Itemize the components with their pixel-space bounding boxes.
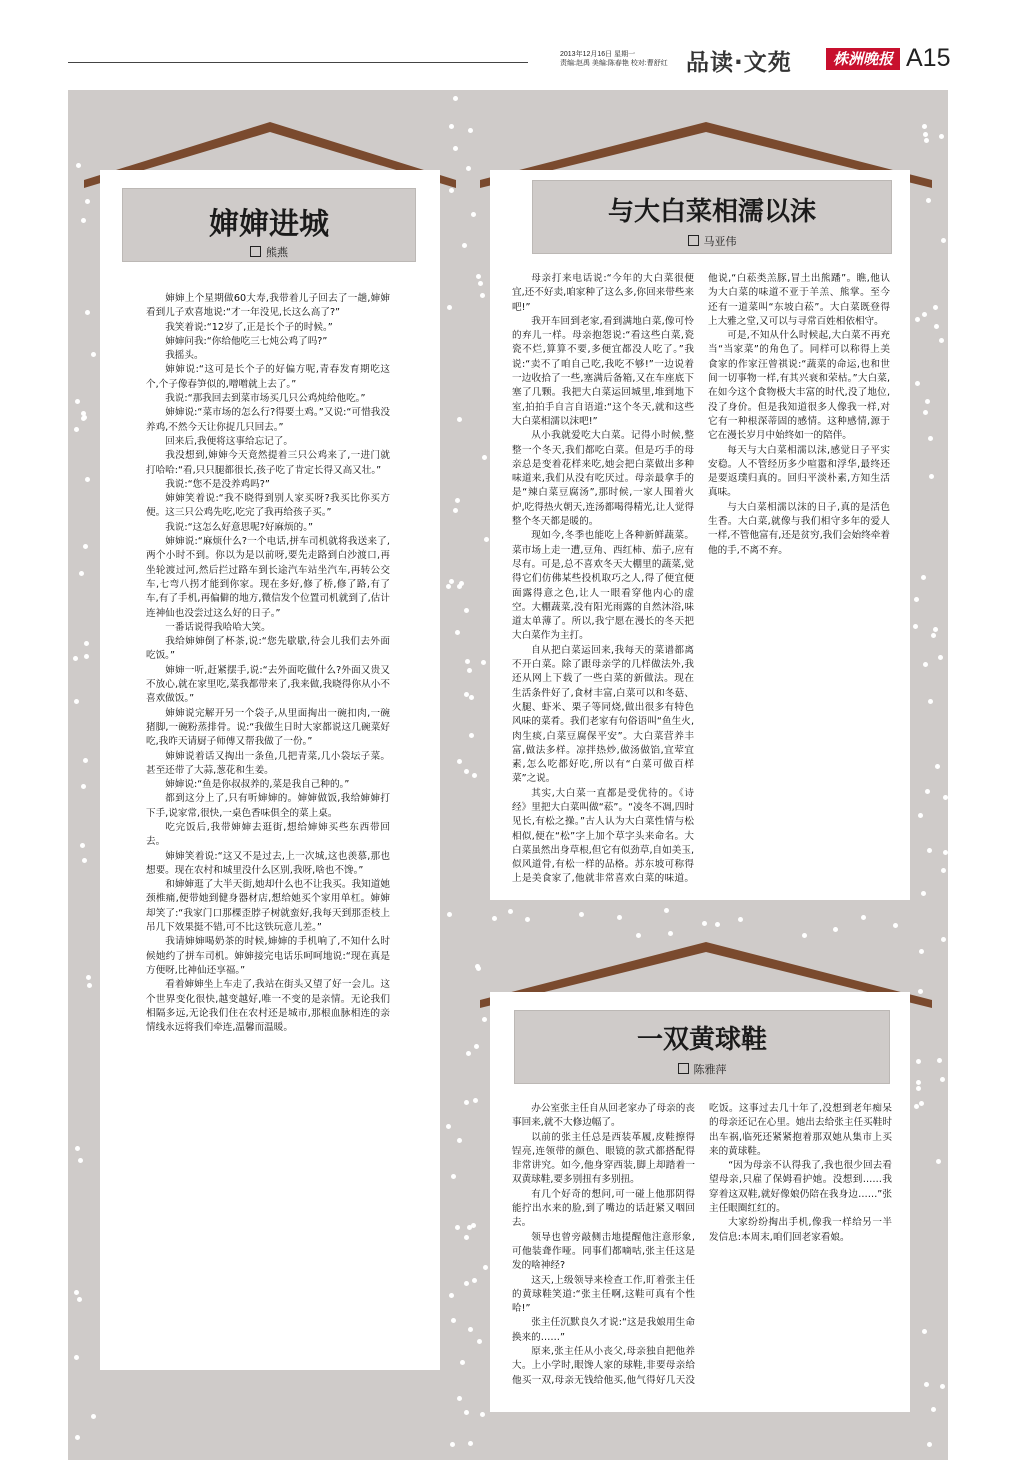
snowflake bbox=[81, 784, 86, 789]
article-paragraph: 每天与大白菜相濡以沫,感觉日子平实安稳。人不管经历多少喧嚣和浮华,最终还是要返璞归真的。回归平淡朴素,方知生活真味。 bbox=[708, 444, 890, 499]
article-body-1 bbox=[146, 292, 390, 1352]
article-paragraph: 我给婶婶倒了杯茶,说:“您先歇歇,待会儿我们去外面吃饭。” bbox=[146, 636, 390, 662]
article-paragraph: 吃完饭后,我带婶婶去逛街,想给婶婶买些东西带回去。 bbox=[146, 821, 390, 848]
snowflake bbox=[468, 1327, 473, 1332]
article-title-box-3 bbox=[514, 1010, 890, 1084]
article-paragraph: 有几个好奇的想问,可一碰上他那阴得能拧出水来的脸,到了嘴边的话赶紧又咽回去。 bbox=[512, 1188, 695, 1229]
issue-date: 2013年12月16日 星期一 bbox=[560, 51, 636, 58]
byline bbox=[533, 233, 891, 249]
article-paragraph: 我请婶婶喝奶茶的时候,婶婶的手机响了,不知什么时候她约了拼车司机。婶婶接完电话乐呵呵地说:“现在真是方便呀,比神仙还享福。” bbox=[146, 936, 390, 976]
snowflake bbox=[934, 324, 939, 329]
article-paragraph: 我说:“这怎么好意思呢?好麻烦的。” bbox=[165, 521, 313, 533]
snowflake bbox=[451, 1174, 456, 1179]
snowflake bbox=[931, 633, 936, 638]
article-title: 婶婶进城 bbox=[209, 207, 329, 242]
header-meta bbox=[560, 50, 680, 68]
snowflake bbox=[925, 399, 930, 404]
snowflake bbox=[478, 281, 483, 286]
snowflake bbox=[925, 789, 930, 794]
article-paragraph: 我摇头。 bbox=[165, 350, 204, 362]
article-paragraph: 婶婶说:“麻烦什么?一个电话,拼车司机就将我送来了,两个小时不到。你以为是以前呀,要先走路到白沙渡口,再坐轮渡过河,然后拦过路车到长途汽车站坐汽车,再转公交车,七弯八拐才能到你家。现在多好,修了桥,修了路,有了车,有了手机,再偏僻的地方,微信发个位置司机就到了,估计连神仙也没尝过这么好的日子。” bbox=[146, 536, 390, 619]
article-paragraph: 张主任沉默良久才说:“这是我娘用生命换来的……” bbox=[512, 1317, 695, 1343]
article-paragraph: 婶婶说:“鱼是你叔叔养的,菜是我自己种的。” bbox=[165, 779, 350, 791]
snowflake bbox=[464, 608, 469, 613]
snowflake bbox=[933, 305, 938, 310]
snowflake bbox=[87, 983, 92, 988]
article-paragraph: 与大白菜相濡以沫的日子,真的是活色生香。大白菜,就像与我们相守多年的爱人一样,不管他富有,还是贫穷,我们会始终牵着他的手,不离不弃。 bbox=[708, 501, 890, 556]
snowflake bbox=[617, 915, 622, 920]
snowflake bbox=[73, 656, 78, 661]
snowflake bbox=[447, 912, 452, 917]
snowflake bbox=[78, 1158, 83, 1163]
snowflake bbox=[446, 1124, 451, 1129]
snowflake bbox=[715, 922, 720, 927]
article-paragraph: 可是,不知从什么时候起,大白菜不再充当“当家菜”的角色了。同样可以称得上美食家的作家汪曾祺说:“蔬菜的命运,也和世间一切事物一样,有其兴衰和荣枯。”大白菜,在如今这个食物极大丰富的时代,没了地位,没了身价。但是我知道很多人像我一样,对它有一种根深蒂固的感情。这种感情,源于它在漫长岁月中始终如一的陪伴。 bbox=[708, 330, 890, 442]
snowflake bbox=[84, 654, 89, 659]
snowflake bbox=[922, 312, 927, 317]
snowflake bbox=[466, 166, 471, 171]
article-paragraph: 我没想到,婶婶今天竟然提着三只公鸡来了,一进门就打哈哈:“看,只只腿都很长,孩子吃了肯定长得又高又壮。” bbox=[146, 450, 390, 476]
snowflake bbox=[464, 1235, 469, 1240]
snowflake bbox=[464, 1100, 469, 1105]
article-paragraph: 婶婶说着话又掏出一条鱼,几把青菜,几小袋坛子菜。甚至还带了大蒜,葱花和生姜。 bbox=[146, 750, 390, 776]
snowflake bbox=[482, 455, 487, 460]
article-paragraph: 婶婶上个星期做60大寿,我带着儿子回去了一趟,婶婶看到儿子欢喜地说:“才一年没见,长这么高了?” bbox=[146, 293, 390, 319]
snowflake bbox=[91, 1414, 96, 1419]
snowflake bbox=[476, 274, 481, 279]
article-paragraph: 我笑着说:“12岁了,正是长个子的时候。” bbox=[165, 321, 333, 333]
byline-box-icon bbox=[688, 235, 699, 246]
snowflake bbox=[916, 1080, 921, 1085]
article-paragraph: 我说:“您不是没养鸡吗?” bbox=[165, 478, 270, 490]
author-name: 陈雅萍 bbox=[693, 1063, 727, 1076]
snowflake bbox=[937, 1058, 942, 1063]
snowflake bbox=[943, 795, 948, 800]
author-name: 熊燕 bbox=[266, 246, 288, 259]
snowflake bbox=[931, 1407, 936, 1412]
article-paragraph: 其实,大白菜一直都是受优待的。《诗经》里把大白菜叫做“菘”。“凌冬不凋,四时见长,有松之操。”古人认为大白菜性情与松相似,便在“松”字上加个草字头来命名。大白菜虽然出身草根,但它有似劲草,自如美玉,似风道骨,有松一样的品格。苏东坡可称得上是美食家了,他就非常喜欢白菜的味道。他说,“白菘类羔豚,冒土出熊蹯”。瞧,他认为大白菜的味道不亚于羊羔、熊掌。至今还有一道菜叫“东坡白菘”。大白菜既登得上大雅之堂,又可以与寻常百姓相依相守。 bbox=[512, 273, 890, 885]
article-paragraph: 婶婶说:“这可是长个子的好偏方呢,青春发育期吃这个,个子像春笋似的,噌噌就上去了。” bbox=[146, 364, 390, 390]
article-paragraph: 原来,张主任从小丧父,母亲独自把他养大。上小学时,眼馋人家的球鞋,非要母亲给他买一双,母亲无钱给他买,他气得好几天没吃饭。这事过去几十年了,没想到老年痴呆的母亲还记在心里。她出去给张主任买鞋时出车祸,临死还紧紧抱着那双她从集市上买来的黄球鞋。 bbox=[512, 1103, 892, 1386]
byline bbox=[123, 244, 415, 260]
article-body-3 bbox=[512, 1102, 892, 1398]
editor-credits: 责编:赵禹 美编:陈春艳 校对:曹舒红 bbox=[560, 60, 668, 67]
snowflake bbox=[450, 1442, 455, 1447]
article-paragraph: 都到这分上了,只有听婶婶的。婶婶做饭,我给婶婶打下手,说家常,很快,一桌色香味俱全的菜上桌。 bbox=[146, 793, 390, 819]
byline-box-icon bbox=[678, 1063, 689, 1074]
snowflake bbox=[914, 1104, 919, 1109]
snowflake bbox=[451, 1318, 456, 1323]
snowflake bbox=[924, 1382, 929, 1387]
snowflake bbox=[449, 579, 454, 584]
article-paragraph: 以前的张主任总是西装革履,皮鞋擦得锃亮,连领带的颜色、眼镜的款式都搭配得非常讲究。如今,他身穿西装,脚上却踏着一双黄球鞋,要多别扭有多别扭。 bbox=[512, 1131, 695, 1186]
snowflake bbox=[81, 218, 86, 223]
snowflake bbox=[941, 868, 946, 873]
article-body-2 bbox=[512, 272, 890, 887]
snowflake bbox=[455, 1225, 460, 1230]
snowflake bbox=[82, 858, 87, 863]
snowflake bbox=[664, 908, 669, 913]
snowflake bbox=[525, 917, 530, 922]
article-paragraph: 回来后,我便将这事给忘记了。 bbox=[165, 435, 293, 447]
article-title: 一双黄球鞋 bbox=[636, 1025, 767, 1055]
article-paragraph: 大家纷纷掏出手机,像我一样给另一半发信息:本周末,咱们回老家看娘。 bbox=[709, 1217, 892, 1243]
snowflake bbox=[927, 1442, 932, 1447]
newspaper-logo: 株洲晚报 bbox=[826, 48, 900, 70]
article-paragraph: 从小我就爱吃大白菜。记得小时候,整整一个冬天,我们都吃白菜。但是巧手的母亲总是变着花样来吃,她会把白菜做出多种味道来,我们从没有吃厌过。母亲最拿手的是“辣白菜豆腐汤”,那时候,一家人围着火炉,吃得热火朝天,连汤都喝得精光,让人觉得整个冬天都是暖的。 bbox=[512, 430, 694, 528]
article-paragraph: 婶婶一听,赶紧摆手,说:“去外面吃做什么?外面又贵又不放心,就在家里吃,菜我都带来了,我来做,我晓得你从小不喜欢做饭。” bbox=[146, 664, 390, 705]
snowflake bbox=[943, 850, 948, 855]
page-number: A15 bbox=[906, 44, 951, 72]
snowflake bbox=[802, 933, 807, 938]
snowflake bbox=[453, 96, 458, 101]
snowflake bbox=[74, 1290, 79, 1295]
article-title-box-2 bbox=[532, 180, 892, 254]
snowflake bbox=[457, 1396, 462, 1401]
article-paragraph: 婶婶说完解开另一个袋子,从里面掏出一碗扣肉,一碗猪脚,一碗粉蒸排骨。说:“我做生日时大家都说这几碗菜好吃,我昨天请厨子师傅又帮我做了一份。” bbox=[146, 707, 390, 748]
article-paragraph: 看着婶婶坐上车走了,我站在街头又望了好一会儿。这个世界变化很快,越变越好,唯一不变的是亲情。无论我们相隔多远,无论我们住在农村还是城市,那根血脉相连的亲情线永远将我们牵连,温馨而温暖。 bbox=[146, 979, 390, 1034]
snowflake bbox=[455, 630, 460, 635]
article-paragraph: 母亲打来电话说:“今年的大白菜很便宜,还不好卖,咱家种了这么多,你回来带些来吧!” bbox=[512, 273, 694, 313]
snowflake bbox=[86, 975, 91, 980]
snowflake bbox=[941, 238, 946, 243]
snowflake bbox=[939, 338, 944, 343]
byline-box-icon bbox=[250, 246, 261, 257]
article-paragraph: 自从把白菜运回来,我每天的菜谱都离不开白菜。除了跟母亲学的几样做法外,我还从网上下载了一些白菜的新做法。现在生活条件好了,食材丰富,白菜可以和冬菇、火腿、虾米、栗子等同烧,做出很多有特色风味的菜肴。我们老家有句俗语叫“鱼生火,肉生痰,白菜豆腐保平安”。大白菜营养丰富,做法多样。凉拌热炒,做汤做馅,宜荤宜素,怎么吃都好吃,所以有“白菜可做百样菜”之说。 bbox=[512, 644, 694, 785]
article-paragraph: 现如今,冬季也能吃上各种新鲜蔬菜。菜市场上走一遭,豆角、西红柿、茄子,应有尽有。可是,总不喜欢冬天大棚里的蔬菜,觉得它们仿佛某些投机取巧之人,得了便宜便面露得意之色,让人一眼看穿他内心的虚空。大棚蔬菜,没有阳光雨露的自然沐浴,味道太单薄了。所以,我宁愿在漫长的冬天把大白菜作为主打。 bbox=[512, 530, 694, 642]
snowflake bbox=[83, 758, 88, 763]
article-paragraph: 婶婶笑着说:“我不晓得到别人家买呀?我买比你买方便。这三只公鸡先吃,吃完了我再给孩子买。” bbox=[146, 493, 390, 519]
snowflake bbox=[636, 933, 641, 938]
snowflake bbox=[928, 436, 933, 441]
snowflake bbox=[466, 1051, 471, 1056]
snowflake bbox=[455, 498, 460, 503]
snowflake bbox=[916, 1086, 921, 1091]
article-paragraph: “因为母亲不认得我了,我也很少回去看望母亲,只雇了保姆看护她。没想到……我穿着这双鞋,就好像娘仍陪在我身边……”张主任眼圈红红的。 bbox=[709, 1160, 892, 1215]
snowflake bbox=[457, 417, 462, 422]
byline bbox=[515, 1061, 889, 1077]
article-paragraph: 婶婶问我:“你给他吃三七炖公鸡了吗?” bbox=[165, 335, 328, 347]
snowflake bbox=[921, 575, 926, 580]
section-title: 品读·文苑 bbox=[686, 50, 792, 76]
author-name: 马亚伟 bbox=[703, 235, 737, 248]
snowflake bbox=[921, 891, 926, 896]
snowflake bbox=[464, 769, 469, 774]
snowflake bbox=[668, 931, 673, 936]
snowflake bbox=[926, 198, 931, 203]
snowflake bbox=[927, 848, 932, 853]
snowflake bbox=[480, 293, 485, 298]
snowflake bbox=[447, 305, 452, 310]
snowflake bbox=[74, 1355, 79, 1360]
article-paragraph: 婶婶说:“菜市场的怎么行?得要土鸡。”又说:“可惜我没养鸡,不然今天让你捉几只回去。” bbox=[146, 407, 390, 433]
article-paragraph: 我说:“那我回去到菜市场买几只公鸡炖给他吃。” bbox=[165, 393, 366, 405]
snowflake bbox=[940, 1077, 945, 1082]
article-paragraph: 领导也曾旁敲侧击地提醒他注意形象,可他装聋作哑。同事们都嘀咕,张主任这是发的啥神经? bbox=[512, 1231, 695, 1272]
article-paragraph: 我开车回到老家,看到满地白菜,像可怜的弃儿一样。母亲抱怨说:“看这些白菜,瓷瓷不烂,算算不要,多便宜都没人吃了。”我说:“卖不了咱自己吃,我吃不够!”一边说着一边收拾了一些,塞满后备箱,又在车座底下塞了几颗。我把大白菜运回城里,堆到地下室,拍拍手自言自语道:“这个冬天,就和这些大白菜相濡以沫吧!” bbox=[512, 315, 694, 427]
article-title-box-1 bbox=[122, 188, 416, 262]
article-title: 与大白菜相濡以沫 bbox=[607, 197, 816, 227]
snowflake bbox=[914, 597, 919, 602]
snowflake bbox=[915, 317, 920, 322]
snowflake bbox=[928, 699, 933, 704]
snowflake bbox=[702, 921, 707, 926]
article-paragraph: 这天,上级领导来检查工作,盯着张主任的黄球鞋笑道:“张主任啊,这鞋可真有个性哈!” bbox=[512, 1274, 695, 1315]
snowflake bbox=[457, 1138, 462, 1143]
article-paragraph: 一番话说得我哈哈大笑。 bbox=[165, 621, 271, 633]
article-paragraph: 婶婶笑着说:“这又不是过去,上一次城,这也羡慕,那也想要。现在农村和城里没什么区别,我呀,啥也不馋。” bbox=[146, 850, 390, 876]
article-paragraph: 和婶婶逛了大半天街,她却什么也不让我买。我知道她颈椎痛,便带她到健身器材店,想给她买个家用单杠。婶婶却笑了:“我家门口那棵歪脖子树就蛮好,我每天到那歪枝上吊几下效果挺不错,可不比这铁玩意儿差。” bbox=[146, 879, 390, 934]
snowflake bbox=[457, 584, 462, 589]
snowflake bbox=[460, 1360, 465, 1365]
article-paragraph: 办公室张主任自从回老家办了母亲的丧事回来,就不大修边幅了。 bbox=[512, 1103, 695, 1129]
header-rule bbox=[68, 62, 528, 63]
snowflake bbox=[468, 128, 473, 133]
